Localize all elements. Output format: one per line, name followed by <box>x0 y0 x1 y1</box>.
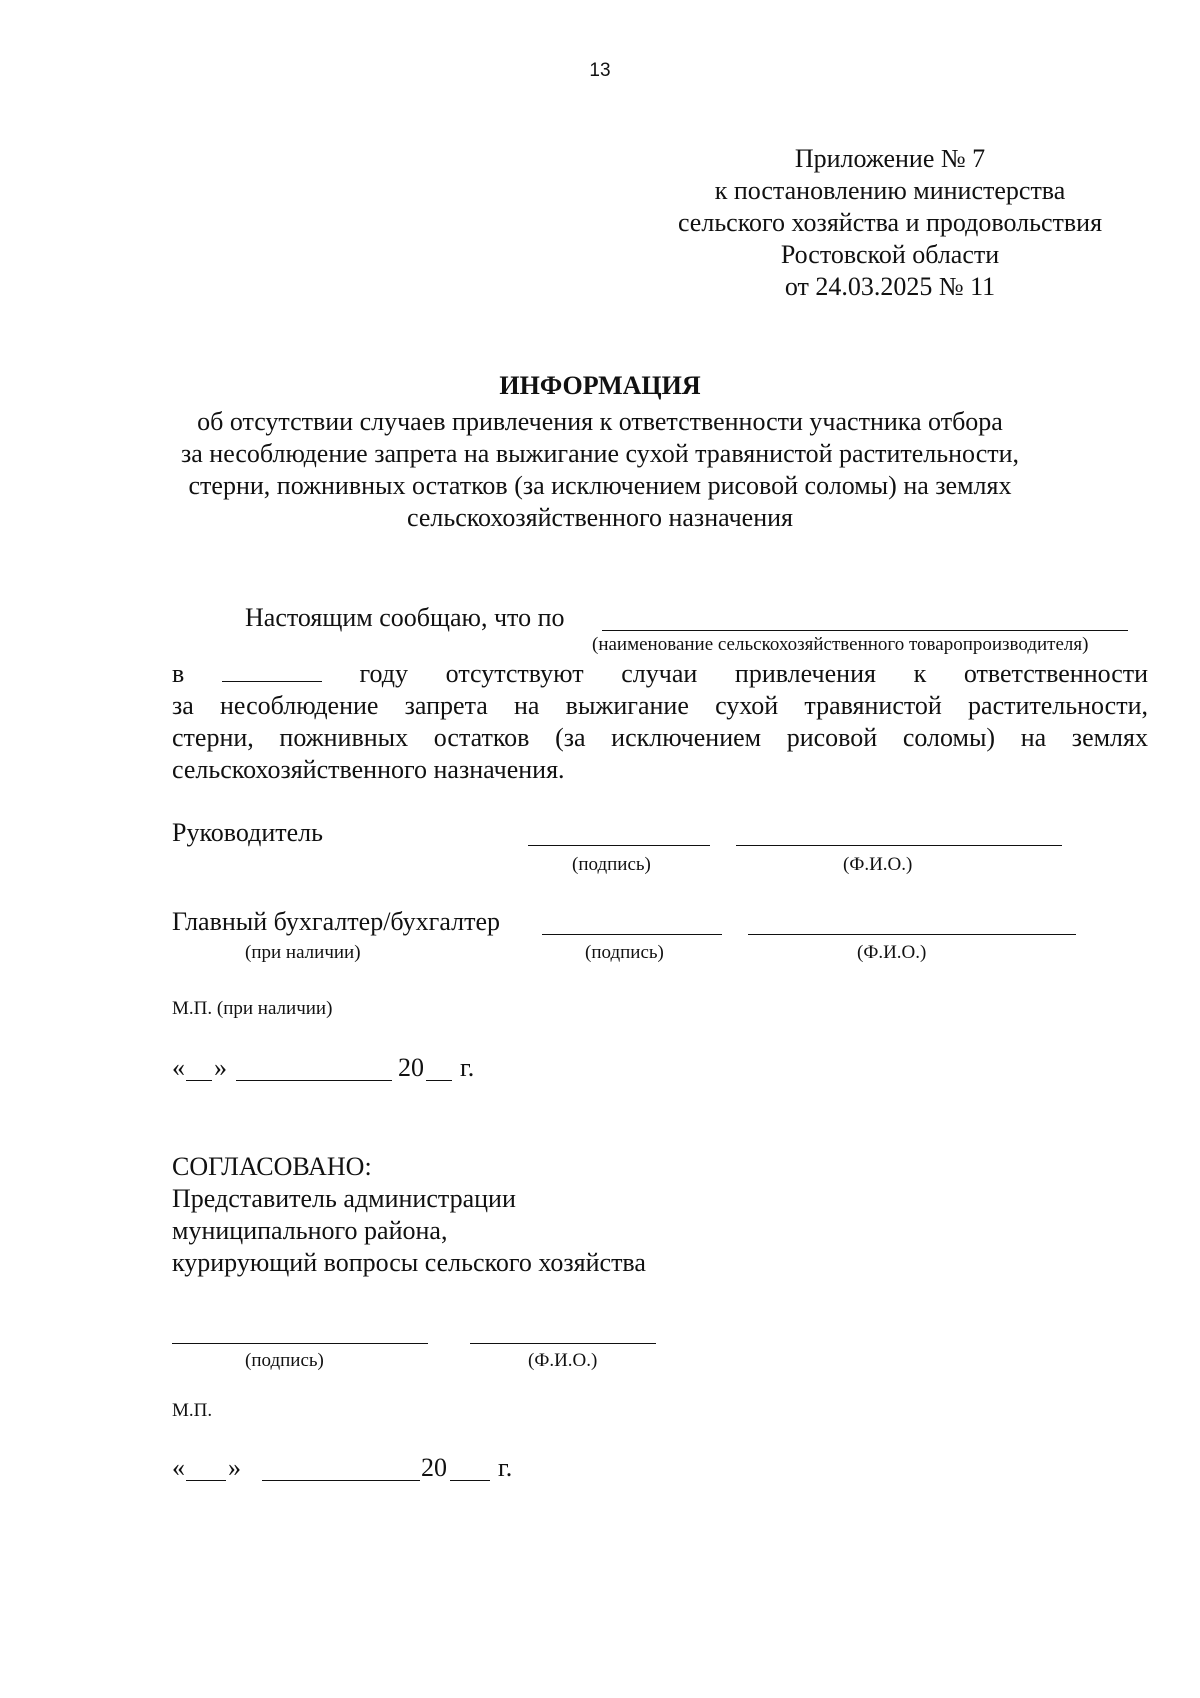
document-heading: ИНФОРМАЦИЯ <box>499 371 701 400</box>
page-number: 13 <box>589 60 611 81</box>
statement-line: сельскохозяйственного назначения. <box>172 755 565 784</box>
approval-sign-caption: (подпись) <box>245 1350 324 1371</box>
date-suffix: г. <box>460 1053 475 1082</box>
statement-line-year: в году отсутствуют случаи привлечения к ответственности <box>172 659 1149 688</box>
appendix-line: Приложение № 7 <box>794 144 986 173</box>
approval-heading: СОГЛАСОВАНО: <box>172 1152 372 1181</box>
approval-date-year-field[interactable] <box>450 1480 490 1481</box>
approval-line: Представитель администрации <box>172 1184 516 1213</box>
title-line: сельскохозяйственного назначения <box>406 503 794 532</box>
approval-signature-field[interactable] <box>172 1343 428 1344</box>
producer-caption: (наименование сельскохозяйственного товаропроизводителя) <box>592 634 1089 655</box>
date-year-field[interactable] <box>426 1080 452 1081</box>
accountant-label: Главный бухгалтер/бухгалтер <box>172 907 500 936</box>
approval-date-day-field[interactable] <box>186 1480 226 1481</box>
date-month-field[interactable] <box>236 1080 392 1081</box>
head-signature-field[interactable] <box>528 845 710 846</box>
date-close-quote: » <box>214 1053 227 1082</box>
approval-date-open-quote: « <box>172 1453 185 1482</box>
stamp-note: М.П. (при наличии) <box>172 998 333 1019</box>
date-day-field[interactable] <box>186 1080 212 1081</box>
appendix-line: Ростовской области <box>780 240 1000 269</box>
statement-prefix: в <box>172 659 185 688</box>
approval-stamp-note: М.П. <box>172 1400 213 1421</box>
head-name-caption: (Ф.И.О.) <box>843 854 913 875</box>
approval-date-year-prefix: 20 <box>421 1453 447 1482</box>
accountant-name-caption: (Ф.И.О.) <box>857 942 927 963</box>
title-line: за несоблюдение запрета на выжигание сухой травянистой растительности, <box>180 439 1020 468</box>
approval-name-field[interactable] <box>470 1343 656 1344</box>
statement-intro: Настоящим сообщаю, что по <box>245 603 565 632</box>
year-field[interactable] <box>222 659 322 682</box>
producer-name-field[interactable] <box>602 630 1128 631</box>
statement-line: за несоблюдение запрета на выжигание сухой травянистой растительности, <box>172 691 1148 720</box>
head-sign-caption: (подпись) <box>572 854 651 875</box>
approval-line: муниципального района, <box>172 1216 448 1245</box>
approval-date-close-quote: » <box>228 1453 241 1482</box>
approval-date-suffix: г. <box>498 1453 513 1482</box>
date-year-prefix: 20 <box>398 1053 424 1082</box>
accountant-signature-field[interactable] <box>542 934 722 935</box>
approval-date-month-field[interactable] <box>262 1480 420 1481</box>
document-title-block <box>150 370 1050 534</box>
appendix-line: от 24.03.2025 № 11 <box>784 272 996 301</box>
approval-line: курирующий вопросы сельского хозяйства <box>172 1248 646 1277</box>
appendix-line: к постановлению министерства <box>714 176 1066 205</box>
head-name-field[interactable] <box>736 845 1062 846</box>
accountant-sign-caption: (подпись) <box>585 942 664 963</box>
appendix-line: сельского хозяйства и продовольствия <box>677 208 1103 237</box>
title-line: об отсутствии случаев привлечения к ответственности участника отбора <box>197 407 1003 436</box>
head-label: Руководитель <box>172 818 323 847</box>
appendix-block <box>650 143 1130 303</box>
statement-line: стерни, пожнивных остатков (за исключением рисовой соломы) на землях <box>172 723 1148 752</box>
date-open-quote: « <box>172 1053 185 1082</box>
approval-name-caption: (Ф.И.О.) <box>528 1350 598 1371</box>
accountant-name-field[interactable] <box>748 934 1076 935</box>
title-line: стерни, пожнивных остатков (за исключением рисовой соломы) на землях <box>188 471 1012 500</box>
accountant-note: (при наличии) <box>245 942 361 963</box>
